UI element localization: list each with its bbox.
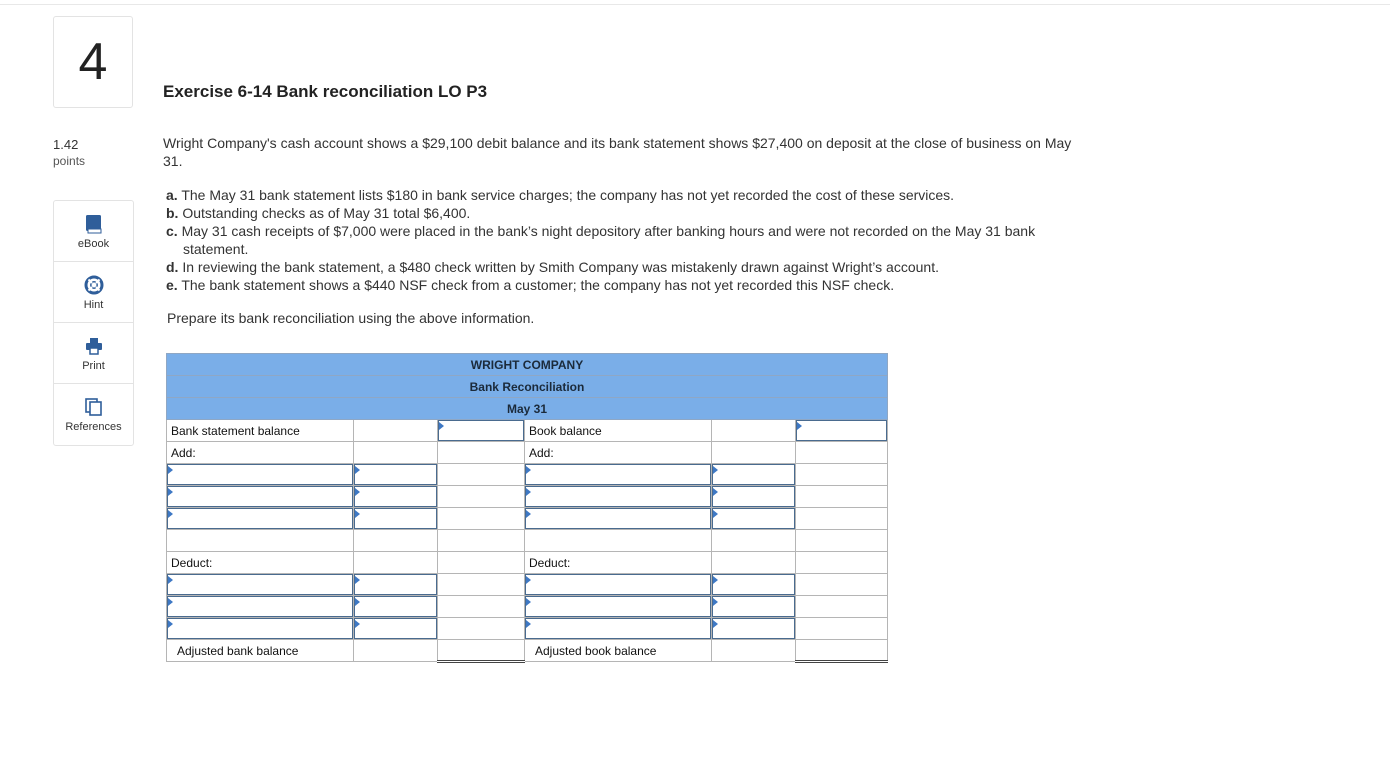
bank-deduct-amount-input[interactable] (354, 574, 437, 595)
company-name: WRIGHT COMPANY (167, 354, 888, 376)
table-row (167, 552, 888, 574)
references-label: References (65, 421, 122, 433)
bank-reconciliation-table (166, 353, 888, 663)
bank-deduct-amount-input[interactable] (354, 618, 437, 639)
tools-panel (53, 200, 134, 446)
table-row (167, 486, 888, 508)
book-deduct-desc-cell (525, 574, 712, 596)
bank-deduct-desc-cell (167, 574, 354, 596)
list-item (166, 276, 1096, 294)
empty-cell (712, 640, 796, 662)
instruction-text: Prepare its bank reconciliation using the above information. (167, 310, 535, 326)
hint-label: Hint (83, 299, 104, 311)
empty-cell (712, 552, 796, 574)
book-deduct-desc-cell (525, 596, 712, 618)
item-text: The May 31 bank statement lists $180 in bank service charges; the company has not yet recorded the cost of these services. (181, 187, 955, 203)
book-deduct-label: Deduct: (525, 552, 712, 574)
hint-button[interactable] (54, 262, 133, 323)
references-button[interactable] (54, 384, 133, 445)
exercise-title: Exercise 6-14 Bank reconciliation LO P3 (163, 82, 488, 101)
empty-cell (438, 574, 525, 596)
empty-cell (712, 530, 796, 552)
print-button[interactable] (54, 323, 133, 384)
item-text: The bank statement shows a $440 NSF check from a customer; the company has not yet recorded this NSF check. (181, 277, 895, 293)
book-deduct-amount-input[interactable] (712, 574, 795, 595)
lifebuoy-icon (84, 275, 104, 295)
table-row (167, 596, 888, 618)
book-add-amount-input[interactable] (712, 486, 795, 507)
bank-deduct-desc-input[interactable] (167, 618, 353, 639)
bank-deduct-amount-cell (354, 574, 438, 596)
book-add-desc-cell (525, 486, 712, 508)
printer-icon (84, 336, 104, 356)
table-row (167, 618, 888, 640)
empty-cell (438, 508, 525, 530)
adjusted-bank-balance-total (438, 640, 525, 662)
bank-add-desc-cell (167, 486, 354, 508)
bank-statement-balance-label: Bank statement balance (167, 420, 354, 442)
empty-cell (354, 420, 438, 442)
bank-add-desc-cell (167, 464, 354, 486)
empty-cell (796, 552, 888, 574)
empty-cell (354, 530, 438, 552)
empty-cell (167, 530, 354, 552)
book-add-desc-input[interactable] (525, 464, 711, 485)
item-letter: d. (166, 259, 179, 275)
book-deduct-amount-cell (712, 596, 796, 618)
exercise-items (166, 186, 1096, 294)
book-deduct-amount-cell (712, 574, 796, 596)
ebook-button[interactable] (54, 201, 133, 262)
empty-cell (438, 552, 525, 574)
empty-cell (796, 464, 888, 486)
book-deduct-amount-input[interactable] (712, 618, 795, 639)
empty-cell (796, 442, 888, 464)
empty-cell (438, 596, 525, 618)
points-label: points (53, 154, 86, 168)
empty-cell (525, 530, 712, 552)
book-add-desc-cell (525, 508, 712, 530)
empty-cell (438, 464, 525, 486)
item-letter: e. (166, 277, 178, 293)
list-item (166, 258, 1096, 276)
book-balance-input[interactable] (796, 420, 887, 441)
table-row (167, 508, 888, 530)
bank-deduct-desc-input[interactable] (167, 574, 353, 595)
statement-title: Bank Reconciliation (167, 376, 888, 398)
empty-cell (354, 442, 438, 464)
documents-icon (84, 397, 104, 417)
book-add-desc-input[interactable] (525, 508, 711, 529)
bank-deduct-amount-cell (354, 618, 438, 640)
book-icon (84, 214, 104, 234)
question-number: 4 (53, 16, 133, 108)
book-add-desc-cell (525, 464, 712, 486)
item-text: Outstanding checks as of May 31 total $6,400. (182, 205, 471, 221)
book-balance-label: Book balance (525, 420, 712, 442)
book-deduct-desc-cell (525, 618, 712, 640)
adjusted-bank-balance-label: Adjusted bank balance (167, 640, 354, 662)
ebook-label: eBook (77, 238, 110, 250)
table-row (167, 464, 888, 486)
bank-deduct-desc-cell (167, 618, 354, 640)
book-add-amount-cell (712, 486, 796, 508)
empty-cell (796, 596, 888, 618)
empty-cell (438, 442, 525, 464)
bank-deduct-desc-cell (167, 596, 354, 618)
bank-balance-input[interactable] (438, 420, 524, 441)
bank-deduct-amount-cell (354, 596, 438, 618)
bank-add-label: Add: (167, 442, 354, 464)
book-deduct-desc-input[interactable] (525, 596, 711, 617)
exercise-intro: Wright Company's cash account shows a $29,100 debit balance and its bank statement shows $27,400 on deposit at the close of business on May 31. (163, 135, 1072, 169)
bank-add-amount-input[interactable] (354, 464, 437, 485)
book-add-amount-input[interactable] (712, 508, 795, 529)
statement-date: May 31 (167, 398, 888, 420)
bank-add-amount-cell (354, 486, 438, 508)
table-row (167, 574, 888, 596)
bank-add-desc-cell (167, 508, 354, 530)
list-item (166, 204, 1096, 222)
empty-cell (796, 574, 888, 596)
empty-cell (438, 486, 525, 508)
print-label: Print (82, 360, 105, 372)
book-deduct-desc-input[interactable] (525, 618, 711, 639)
bank-add-amount-cell (354, 464, 438, 486)
bank-add-desc-input[interactable] (167, 486, 353, 507)
book-deduct-desc-input[interactable] (525, 574, 711, 595)
book-deduct-amount-cell (712, 618, 796, 640)
empty-cell (354, 640, 438, 662)
book-add-amount-cell (712, 508, 796, 530)
book-add-amount-cell (712, 464, 796, 486)
adjusted-book-balance-label: Adjusted book balance (525, 640, 712, 662)
book-add-label: Add: (525, 442, 712, 464)
adjusted-book-balance-total (796, 640, 888, 662)
empty-cell (796, 618, 888, 640)
table-row (167, 442, 888, 464)
empty-cell (438, 618, 525, 640)
table-row (167, 420, 888, 442)
item-letter: c. (166, 223, 178, 239)
empty-cell (354, 552, 438, 574)
bank-deduct-amount-input[interactable] (354, 596, 437, 617)
item-letter: b. (166, 205, 179, 221)
bank-add-amount-input[interactable] (354, 508, 437, 529)
book-balance-cell (796, 420, 888, 442)
empty-cell (796, 508, 888, 530)
book-deduct-amount-input[interactable] (712, 596, 795, 617)
bank-add-desc-input[interactable] (167, 464, 353, 485)
item-text: In reviewing the bank statement, a $480 check written by Smith Company was mistakenly drawn against Wright’s account. (182, 259, 939, 275)
item-text: May 31 cash receipts of $7,000 were placed in the bank’s night depository after banking hours and were not recorded on the May 31 bank statement. (181, 223, 1036, 257)
item-letter: a. (166, 187, 178, 203)
book-add-desc-input[interactable] (525, 486, 711, 507)
list-item (166, 186, 1096, 204)
points-value: 1.42 (53, 137, 79, 152)
bank-add-desc-input[interactable] (167, 508, 353, 529)
bank-deduct-desc-input[interactable] (167, 596, 353, 617)
points-display (53, 137, 85, 169)
list-item (166, 222, 1096, 258)
bank-add-amount-cell (354, 508, 438, 530)
empty-cell (796, 530, 888, 552)
bank-balance-cell (438, 420, 525, 442)
empty-cell (438, 530, 525, 552)
empty-cell (712, 420, 796, 442)
empty-cell (796, 486, 888, 508)
table-row (167, 530, 888, 552)
empty-cell (712, 442, 796, 464)
bank-deduct-label: Deduct: (167, 552, 354, 574)
bank-add-amount-input[interactable] (354, 486, 437, 507)
top-divider (0, 4, 1390, 5)
book-add-amount-input[interactable] (712, 464, 795, 485)
table-row (167, 640, 888, 662)
